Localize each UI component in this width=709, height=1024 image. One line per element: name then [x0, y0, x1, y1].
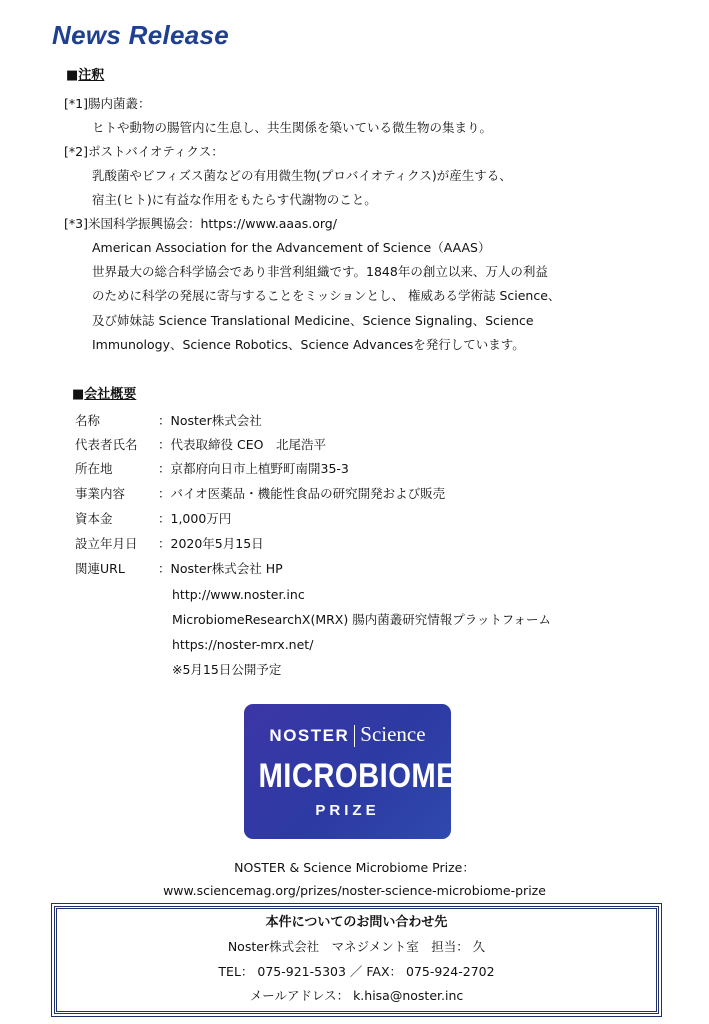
company-label: 代表者氏名	[75, 437, 138, 452]
company-url-note: ※5月15日公開予定	[172, 662, 282, 677]
company-label: 関連URL	[75, 561, 125, 576]
note-line: のために科学の発展に寄与することをミッションとし、 権威ある学術誌 Science、	[92, 288, 561, 303]
company-value: ：2020年5月15日	[158, 536, 264, 551]
company-value: ：Noster株式会社	[158, 413, 262, 428]
note-line: American Association for the Advancement of Science（AAAS）	[92, 240, 491, 255]
note-term-1: [*1]腸内菌叢：	[64, 96, 151, 111]
company-label: 設立年月日	[75, 536, 138, 551]
contact-phone-fax: TEL： 075-921-5303 ／ FAX： 075-924-2702	[218, 964, 495, 979]
microbiome-prize-logo	[244, 704, 457, 839]
prize-caption-title: NOSTER & Science Microbiome Prize：	[234, 860, 475, 875]
note-line: ヒトや動物の腸管内に生息し、共生関係を築いている微生物の集まり。	[92, 120, 493, 135]
company-heading-text: 会社概要	[84, 387, 137, 402]
logo-top-row	[244, 722, 451, 748]
notes-heading	[66, 68, 104, 84]
company-label: 資本金	[75, 511, 113, 526]
company-value: ：代表取締役 CEO 北尾浩平	[158, 437, 326, 452]
logo-science-text: Science	[360, 722, 426, 746]
note-line: 宿主(ヒト)に有益な作用をもたらす代謝物のこと。	[92, 192, 377, 207]
company-label: 事業内容	[75, 486, 126, 501]
note-term-3: [*3]米国科学振興協会：https://www.aaas.org/	[64, 216, 337, 231]
notes-heading-text: 注釈	[78, 68, 105, 83]
company-value: ：1,000万円	[158, 511, 232, 526]
contact-org: Noster株式会社 マネジメント室 担当： 久	[227, 939, 486, 954]
note-line: 世界最大の総合科学協会であり非営利組織です。1848年の創立以来、万人の利益	[92, 264, 548, 279]
company-heading-mark: ■	[72, 387, 85, 402]
company-value: ：Noster株式会社 HP	[158, 561, 283, 576]
logo-noster-text: NOSTER	[269, 726, 350, 745]
note-line: Immunology、Science Robotics、Science Advancesを発行しています。	[92, 337, 525, 352]
company-url-link[interactable]: https://noster-mrx.net/	[172, 637, 314, 652]
contact-box	[54, 906, 659, 1014]
logo-divider	[354, 725, 355, 747]
company-label: 名称	[75, 413, 101, 428]
logo-prize-text: PRIZE	[315, 802, 380, 819]
logo-microbiome-text: MICROBIOME	[258, 757, 457, 795]
contact-email[interactable]: メールアドレス： k.hisa@noster.inc	[249, 988, 464, 1003]
note-term-2: [*2]ポストバイオティクス：	[64, 144, 224, 159]
note-line: 及び姉妹誌 Science Translational Medicine、Science Signaling、Science	[92, 313, 534, 328]
company-url-text: MicrobiomeResearchX(MRX) 腸内菌叢研究情報プラットフォーム	[172, 612, 551, 627]
company-label: 所在地	[75, 461, 113, 476]
company-value: ：バイオ医薬品・機能性食品の研究開発および販売	[158, 486, 446, 501]
company-heading	[72, 387, 136, 403]
prize-caption-url[interactable]: www.sciencemag.org/prizes/noster-science-microbiome-prize	[163, 883, 546, 898]
contact-title: 本件についてのお問い合わせ先	[265, 915, 448, 930]
company-url-link[interactable]: http://www.noster.inc	[172, 587, 305, 602]
company-value: ：京都府向日市上植野町南開35-3	[158, 461, 349, 476]
note-line: 乳酸菌やビフィズス菌などの有用微生物(プロバイオティクス)が産生する、	[92, 168, 512, 183]
page-title: News Release	[52, 20, 230, 50]
notes-heading-mark: ■	[66, 68, 79, 83]
